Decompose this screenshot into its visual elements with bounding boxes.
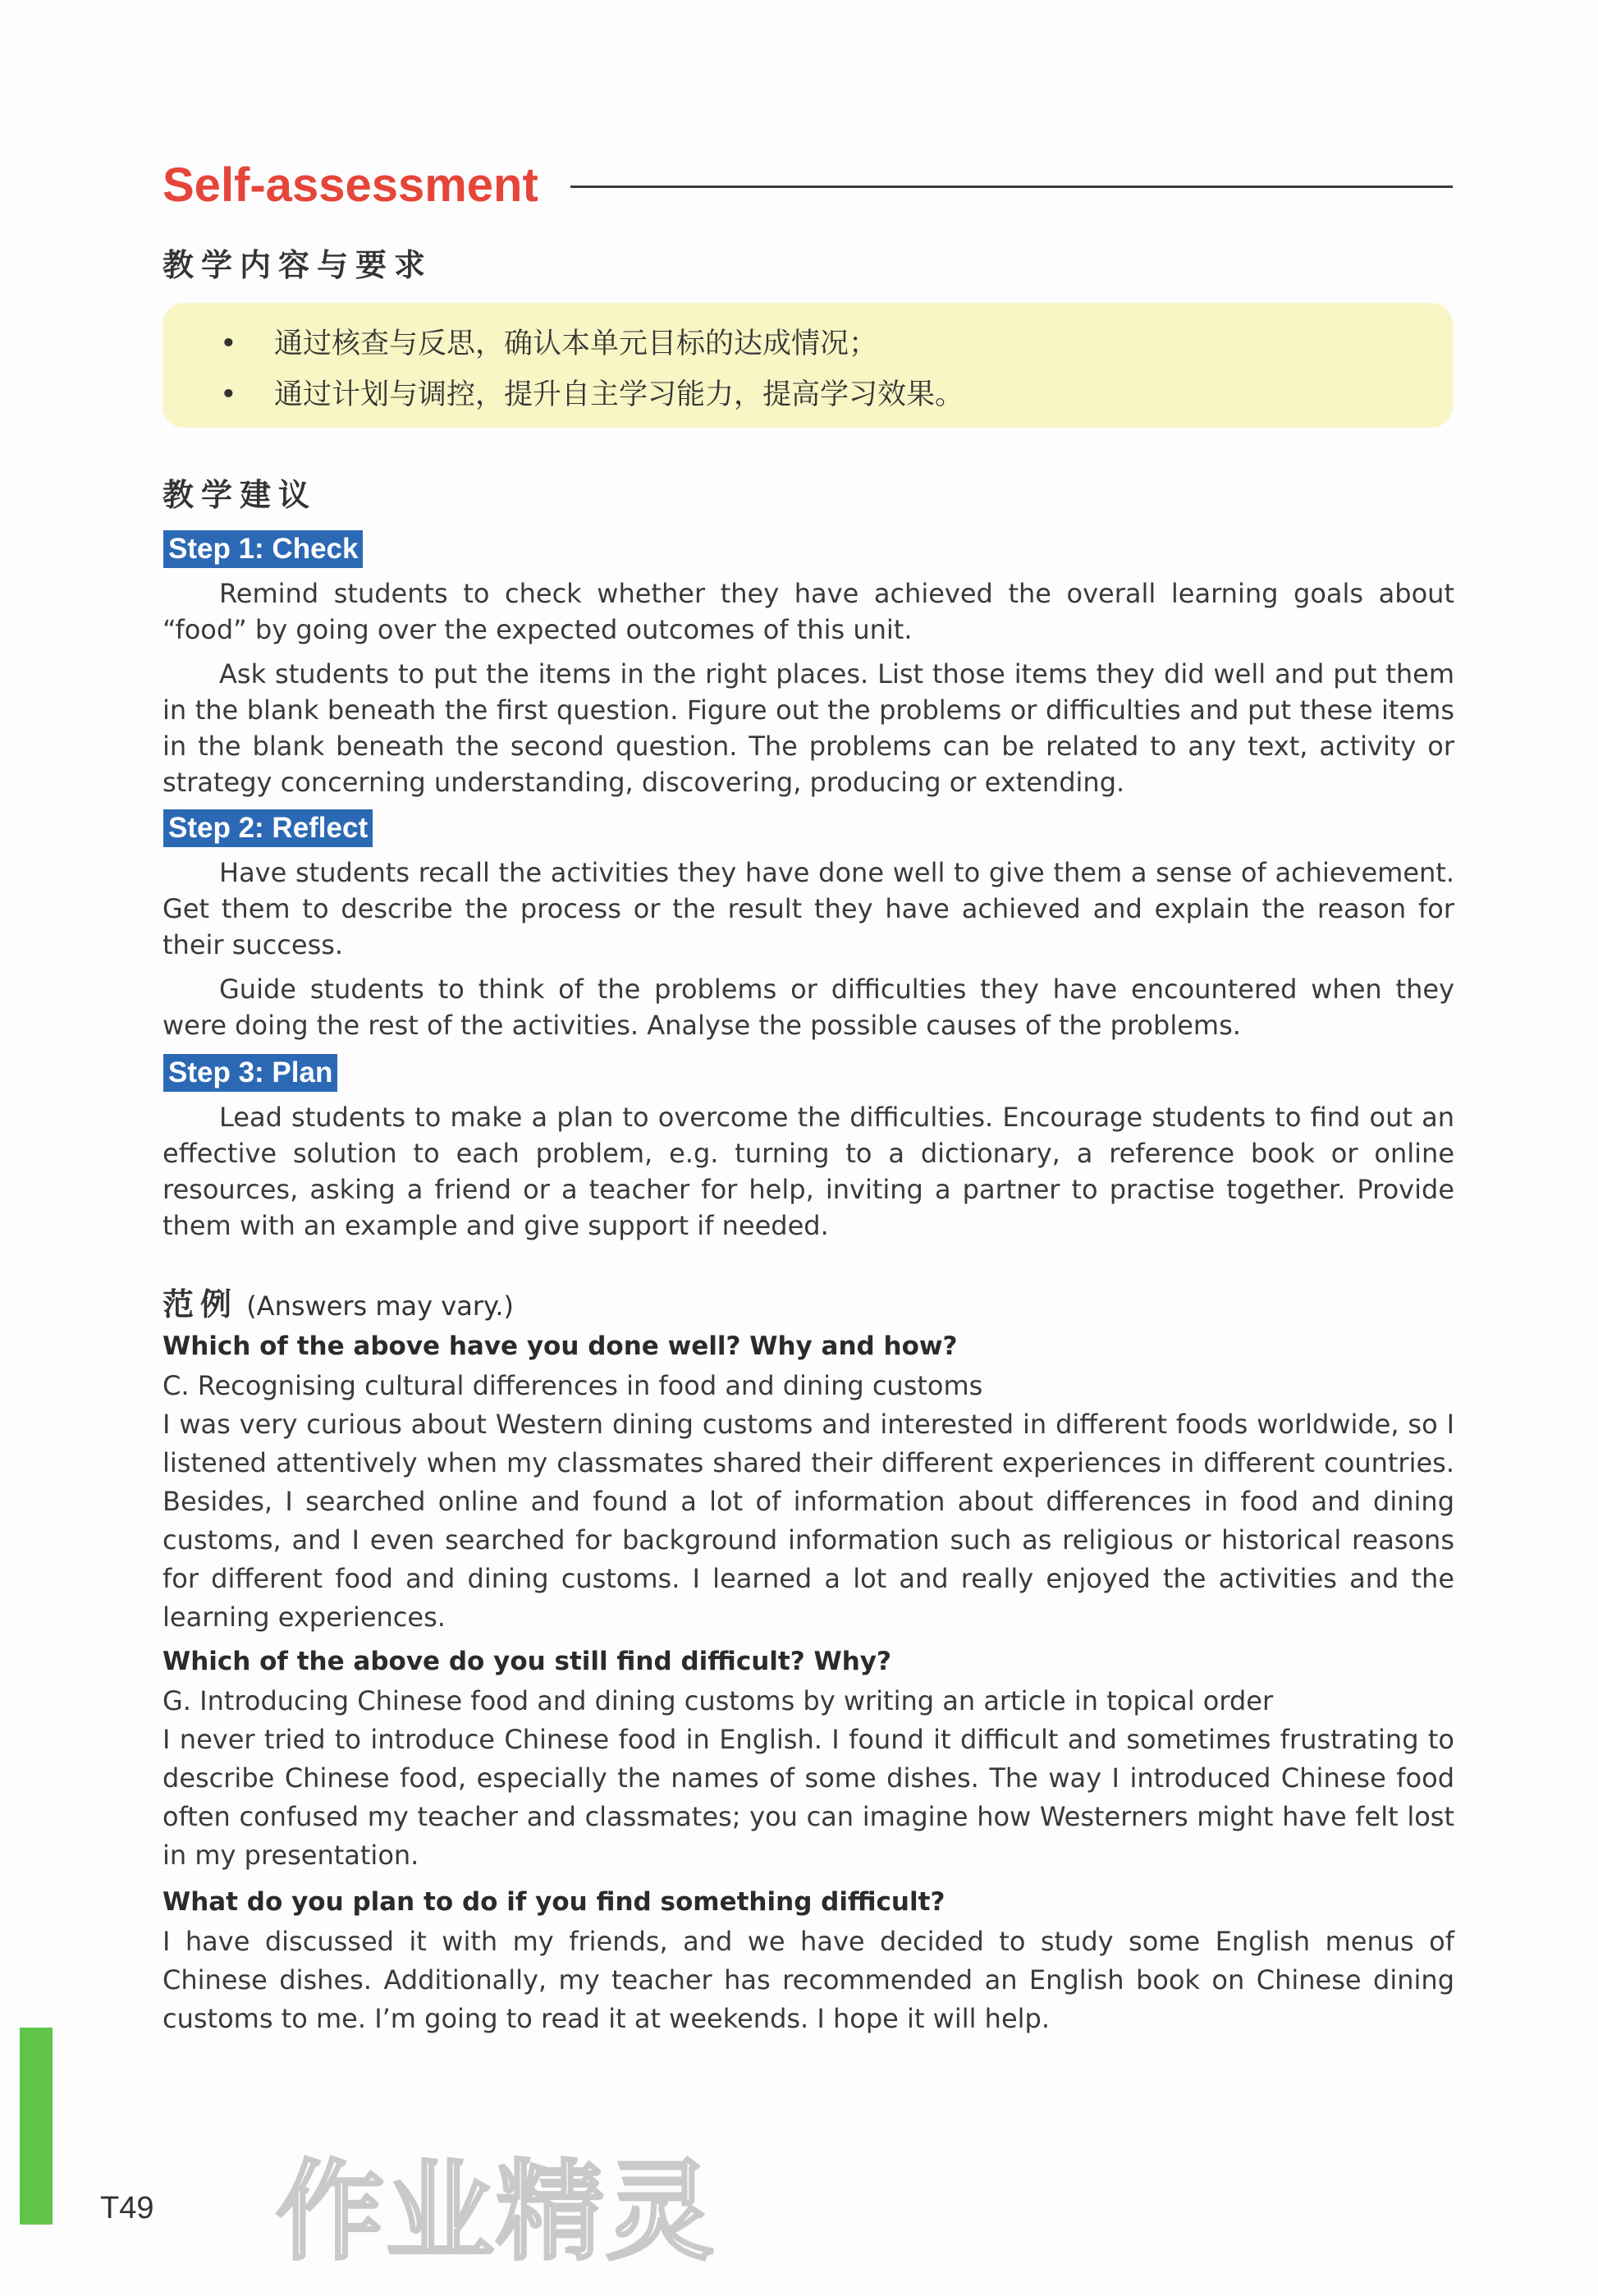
step-3-paragraph-1: Lead students to make a plan to overcome the difficulties. Encourage students to find out an effective solution to each problem, e.g. turning to a dictionary, a reference book or online resources, asking a friend or a teacher for help, inviting a partner to practise together. Provide them with an example and give support if needed. bbox=[163, 1102, 1454, 1241]
step-3-tag: Step 3: Plan bbox=[163, 1054, 337, 1092]
title-row bbox=[163, 158, 1453, 223]
question-2: Which of the above do you still find difficult? Why? bbox=[163, 1647, 891, 1676]
example-label-note: (Answers may vary.) bbox=[246, 1290, 514, 1322]
goal-item bbox=[220, 321, 877, 362]
answer-1-item: C. Recognising cultural differences in food and dining customs bbox=[163, 1370, 983, 1401]
teaching-suggestions-heading: 教学建议 bbox=[163, 477, 318, 513]
example-label bbox=[163, 1279, 514, 1324]
step-2-paragraph-1: Have students recall the activities they have done well to give them a sense of achievement. Get them to describe the process or the result they have achieved and explain the reason for their success. bbox=[163, 857, 1454, 960]
goals-box bbox=[163, 303, 1453, 428]
answer-2-text: I never tried to introduce Chinese food in English. I found it difficult and sometimes frustrating to describe Chinese food, especially the names of some dishes. The way I introduced Chinese food often confused my teacher and classmates; you can imagine how Westerners might have felt lost in my presentation. bbox=[163, 1724, 1454, 1871]
step-1-tag: Step 1: Check bbox=[163, 530, 363, 568]
answer-1-text: I was very curious about Western dining customs and interested in different foods worldwide, so I listened attentively when my classmates shared their different experiences in different countries. Besides, I searched online and found a lot of information about differences in food and dining customs, and I even searched for background information such as religious or historical reasons for different food and dining customs. I learned a lot and really enjoyed the activities and the learning experiences. bbox=[163, 1409, 1454, 1633]
example-label-cn: 范例 bbox=[163, 1286, 239, 1322]
step-2-paragraph-2: Guide students to think of the problems or difficulties they have encountered when they were doing the rest of the activities. Analyse the possible causes of the problems. bbox=[163, 974, 1454, 1041]
step-1-paragraph-2: Ask students to put the items in the right places. List those items they did well and put them in the blank beneath the first question. Figure out the problems or difficulties and put these items in the blank beneath the second question. The problems can be related to any text, activity or strategy concerning understanding, discovering, producing or extending. bbox=[163, 658, 1454, 798]
side-color-bar bbox=[20, 2028, 53, 2225]
goal-item bbox=[220, 372, 964, 413]
step-1-paragraph-1: Remind students to check whether they have achieved the overall learning goals about “food” by going over the expected outcomes of this unit. bbox=[163, 578, 1454, 645]
title-rule bbox=[570, 186, 1453, 188]
teaching-content-heading: 教学内容与要求 bbox=[163, 247, 433, 283]
question-1: Which of the above have you done well? Why and how? bbox=[163, 1331, 958, 1361]
goal-text: 通过计划与调控，提升自主学习能力，提高学习效果。 bbox=[274, 378, 964, 411]
goal-text: 通过核查与反思，确认本单元目标的达成情况； bbox=[274, 328, 878, 360]
question-3: What do you plan to do if you find something difficult? bbox=[163, 1887, 946, 1917]
page-number: T49 bbox=[100, 2191, 154, 2225]
step-2-tag: Step 2: Reflect bbox=[163, 809, 373, 847]
answer-3-text: I have discussed it with my friends, and we have decided to study some English menus of Chinese dishes. Additionally, my teacher has recommended an English book on Chinese dining customs to me. I’m going to read it at weekends. I hope it will help. bbox=[163, 1926, 1454, 2034]
answer-2-item: G. Introducing Chinese food and dining customs by writing an article in topical order bbox=[163, 1685, 1274, 1716]
watermark-logo bbox=[269, 2126, 729, 2282]
svg-text:作业精灵: 作业精灵 bbox=[276, 2149, 716, 2275]
section-title: Self-assessment bbox=[163, 158, 538, 212]
bullet-icon: • bbox=[220, 378, 237, 411]
bullet-icon: • bbox=[220, 328, 237, 360]
